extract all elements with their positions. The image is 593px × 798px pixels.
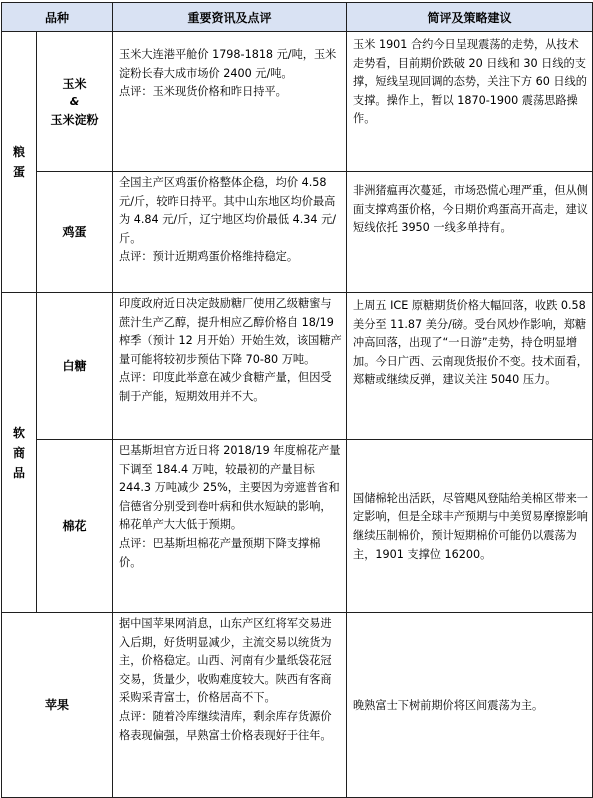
product-name-apple: 苹果 xyxy=(2,613,113,798)
table-row-apple xyxy=(2,613,593,798)
advice-cell-cotton: 国储棉轮出活跃，尽管飓风登陆给美棉区带来一定影响，但是全球丰产预期与中美贸易摩擦影响继续压制棉价，预计短期棉价可能仍以震荡为主，1901 支撑位 16200。 xyxy=(347,440,593,613)
comment-text-apple: 点评：随着冷库继续清库，剩余库存货源价格表现偏强，早熟富士价格表现好于往年。 xyxy=(119,709,332,742)
comment-text-sugar: 点评：印度此举意在减少食糖产量，但因受制于产能，短期效用并不大。 xyxy=(119,371,332,403)
product-name-corn: 玉米 & 玉米淀粉 xyxy=(37,32,113,172)
group-label-grain: 粮蛋 xyxy=(2,32,37,293)
table-row-sugar xyxy=(2,293,593,440)
news-cell-apple xyxy=(113,613,347,798)
advice-cell-egg: 非洲猪瘟再次蔓延，市场恐慌心理严重，但从侧面支撑鸡蛋价格，今日期价鸡蛋高开高走，建议短线依托 3950 一线多单持有。 xyxy=(347,172,593,293)
product-name-egg: 鸡蛋 xyxy=(37,172,113,293)
product-name-cotton: 棉花 xyxy=(37,440,113,613)
news-text-corn: 玉米大连港平舱价 1798-1818 元/吨，玉米淀粉长春大成市场价 2400 元/吨。 xyxy=(119,48,337,80)
news-cell-egg xyxy=(113,172,347,293)
news-text-egg: 全国主产区鸡蛋价格整体企稳，均价 4.58 元/斤，较昨日持平。其中山东地区均价最高为 4.84 元/斤，辽宁地区均价最低 4.34 元/斤。 xyxy=(119,176,337,245)
comment-text-corn: 点评：玉米现货价格和昨日持平。 xyxy=(119,85,287,99)
header-news: 重要资讯及点评 xyxy=(113,3,347,32)
table-row-egg xyxy=(2,172,593,293)
news-text-sugar: 印度政府近日决定鼓励糖厂使用乙级糖蜜与蔗汁生产乙醇，提升相应乙醇价格自 18/19 榨季（预计 12 月开始）开始生效，该国糖产量可能将较初步预估下降 70-80 万吨。 xyxy=(119,297,342,366)
advice-cell-sugar: 上周五 ICE 原糖期货价格大幅回落，收跌 0.58 美分至 11.87 美分/磅。受台风炒作影响，郑糖冲高回落，出现了“一日游”走势，持仓明显增加。今日广西、云南现货报价不变。技术面看，郑糖或继续反弹，建议关注 5040 压力。 xyxy=(347,293,593,440)
table-row-corn xyxy=(2,32,593,172)
news-text-apple: 据中国苹果网消息，山东产区红将军交易进入后期，好货明显减少，主流交易以统货为主，价格稳定。山西、河南有少量纸袋花冠交易，货量少，收购难度较大。陕西有客商采购采青富士，价格居高不下。 xyxy=(119,617,332,705)
commodity-strategy-table xyxy=(1,2,593,798)
table-header-row xyxy=(2,3,593,32)
product-name-sugar: 白糖 xyxy=(37,293,113,440)
advice-cell-apple: 晚熟富士下树前期价将区间震荡为主。 xyxy=(347,613,593,798)
header-advice: 简评及策略建议 xyxy=(347,3,593,32)
news-cell-sugar xyxy=(113,293,347,440)
comment-text-egg: 点评：预计近期鸡蛋价格维持稳定。 xyxy=(119,250,299,264)
group-label-soft: 软商品 xyxy=(2,293,37,613)
news-cell-cotton xyxy=(113,440,347,613)
advice-cell-corn: 玉米 1901 合约今日呈现震荡的走势，从技术走势看，目前期价跌破 20 日线和 30 日线的支撑，短线呈现回调的态势，关注下方 60 日线的支撑。操作上，暂以 1870-1900 震荡思路操作。 xyxy=(347,32,593,172)
news-cell-corn xyxy=(113,32,347,172)
header-variety: 品种 xyxy=(2,3,113,32)
news-text-cotton: 巴基斯坦官方近日将 2018/19 年度棉花产量下调至 184.4 万吨，较最初的产量目标 244.3 万吨减少 25%，主要因为旁遮普省和信德省分别受到卷叶病和供水短缺的影响，棉花单产大大低于预期。 xyxy=(119,444,341,532)
table-row-cotton xyxy=(2,440,593,613)
comment-text-cotton: 点评：巴基斯坦棉花产量预期下降支撑棉价。 xyxy=(119,536,321,569)
